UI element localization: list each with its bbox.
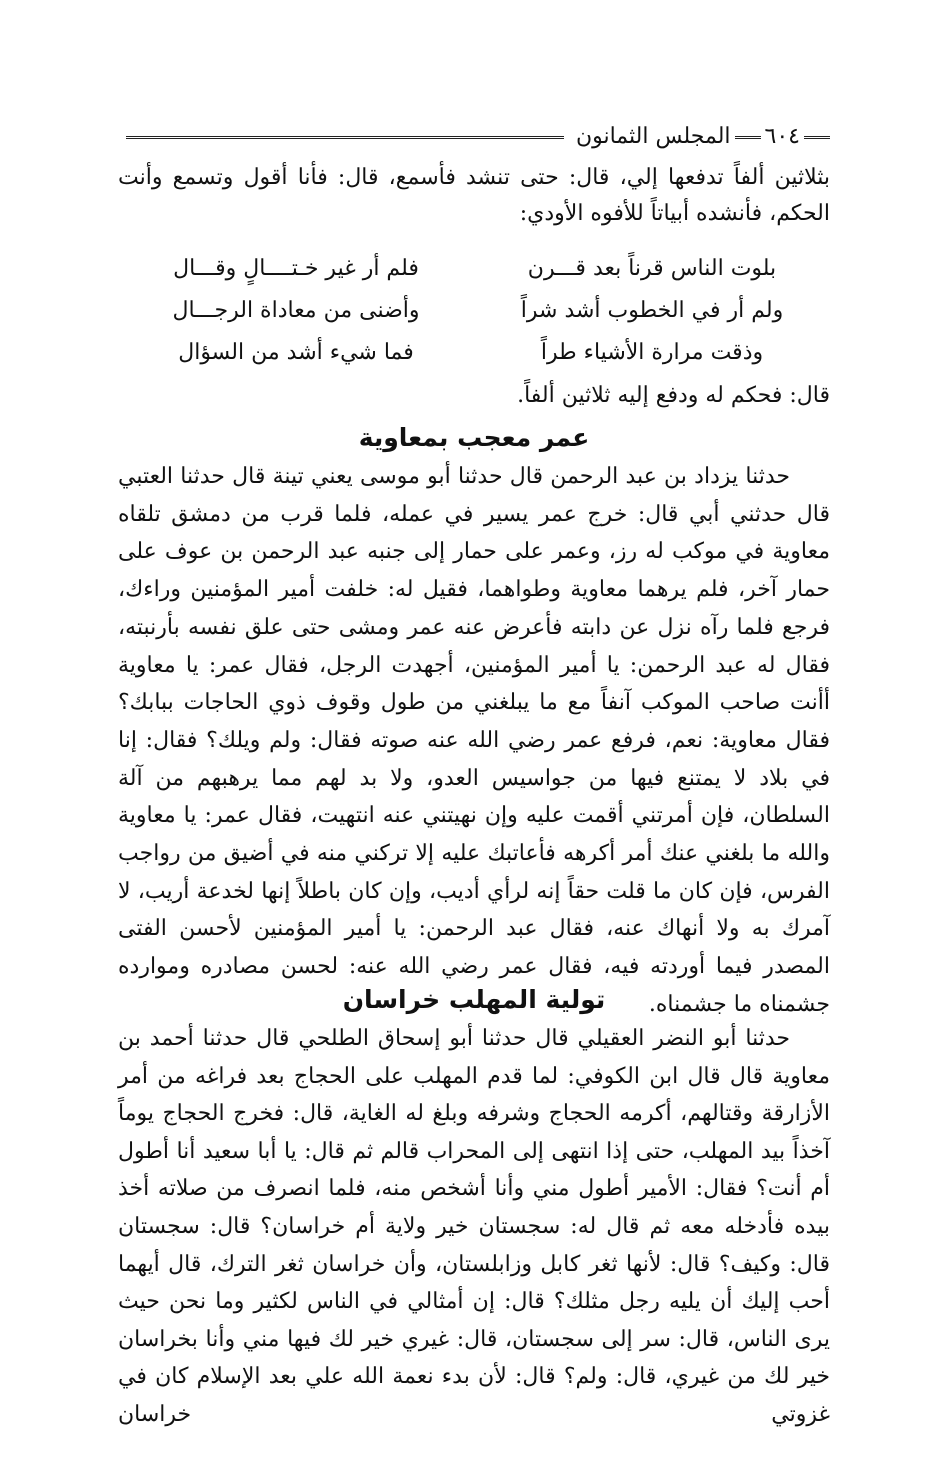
header-rule-left: [126, 136, 564, 143]
header-rule-right: [804, 136, 830, 143]
verse-line: [118, 290, 830, 332]
verse-second-hemistich: فلم أر غير خـتــــالٍ وقـــال: [173, 256, 419, 281]
poem: [118, 248, 830, 374]
section-heading-umar: عمر معجب بمعاوية: [358, 423, 590, 452]
verse-first-hemistich: ولم أر في الخطوب أشد شراً: [520, 298, 784, 323]
verse-first-hemistich: بلوت الناس قرناً بعد قـــرن: [527, 256, 777, 281]
page-number: ٦٠٤: [764, 124, 800, 149]
verdict-line: قال: فحكم له ودفع إليه ثلاثين ألفاً.: [517, 383, 830, 408]
running-header: [118, 122, 830, 152]
chapter-title: المجلس الثمانون: [575, 124, 731, 149]
verse-line: [118, 248, 830, 290]
section-text-umar: حدثنا يزداد بن عبد الرحمن قال حدثنا أبو موسى يعني تينة قال حدثنا العتبي قال حدثني أبي قال: خرج عمر يسير في عمله، فلما قرب من دمشق تلقاه معاوية في موكب له رز، وعمر على حمار إلى جنبه عبد الرحمن بن عوف على حمار آخر، فلم يرهما معاوية وطواهما، فقيل له: خلفت أمير المؤمنين وراءك، فرجع فلما رآه نزل عن دابته فأعرض عنه عمر ومشى حتى علق نفسه بأرنبته، فقال له عبد الرحمن: يا أمير المؤمنين، أجهدت الرجل، فقال عمر: يا معاوية أأنت صاحب الموكب آنفاً مع ما يبلغني من طول وقوف ذوي الحاجات ببابك؟ فقال معاوية: نعم، فرفع عمر رضي الله عنه صوته فقال: ولم ويلك؟ فقال: إنا في بلاد لا يمتنع فيها من جواسيس العدو، ولا بد لهم مما يرهبهم من آلة السلطان، فإن أمرتني أقمت عليه وإن نهيتني عنه انتهيت، فقال عمر: يا معاوية والله ما بلغني عنك أمر أكرهه فأعاتبك عليه إلا تركني منه في أضيق من رواجب الفرس، فإن كان ما قلت حقاً إنه لرأي أديب، وإن كان باطلاً إنها لخدعة أريب، لا آمرك به ولا أنهاك عنه، فقال عبد الرحمن: يا أمير المؤمنين لأحسن الفتى المصدر فيما أوردته فيه، فقال عمر رضي الله عنه: لحسن مصادره وموارده جشمناه ما جشمناه.: [118, 464, 830, 1017]
verse-line: [118, 332, 830, 374]
verse-second-hemistich: وأضنى من معاداة الرجـــال: [172, 298, 420, 323]
section-text-muhallab: حدثنا أبو النضر العقيلي قال حدثنا أبو إسحاق الطلحي قال حدثنا أحمد بن معاوية قال قال ابن الكوفي: لما قدم المهلب على الحجاج بعد فراغه من أمر الأزارقة وقتالهم، أكرمه الحجاج وشرفه وبلغ له الغاية، قال: فخرج الحجاج يوماً آخذاً بيد المهلب، حتى إذا انتهى إلى المحراب قالم ثم قال: يا أبا سعيد أنا أطول أم أنت؟ فقال: الأمير أطول مني وأنا أشخص منه، فلما انصرف من صلاته أخذ بيده فأدخله معه ثم قال له: سجستان خير ولاية أم خراسان؟ قال: سجستان قال: وكيف؟ قال: لأنها ثغر كابل وزابلستان، وأن خراسان ثغر الترك، قال أيهما أحب إليك أن يليه رجل مثلك؟ قال: إن أمثالي في الناس لكثير وما نحن حيث يرى الناس، قال: سر إلى سجستان، قال: غيري خير لك فيها مني وأنا بخراسان خير لك من غيري، قال: ولم؟ قال: لأن بدء نعمة الله علي بعد الإسلام كان في غزوتي خراسان: [118, 1026, 830, 1427]
section-heading-muhallab: تولية المهلب خراسان: [342, 985, 606, 1014]
verse-second-hemistich: فما شيء أشد من السؤال: [178, 340, 414, 365]
intro-paragraph: بثلاثين ألفاً تدفعها إلي، قال: حتى تنشد فأسمع، قال: فأنا أقول وتسمع وأنت الحكم، فأنشده أبياتاً للأفوه الأودي:: [118, 165, 830, 226]
header-rule-mid: [735, 136, 761, 143]
verse-first-hemistich: وذقت مرارة الأشياء طراً: [540, 340, 764, 365]
